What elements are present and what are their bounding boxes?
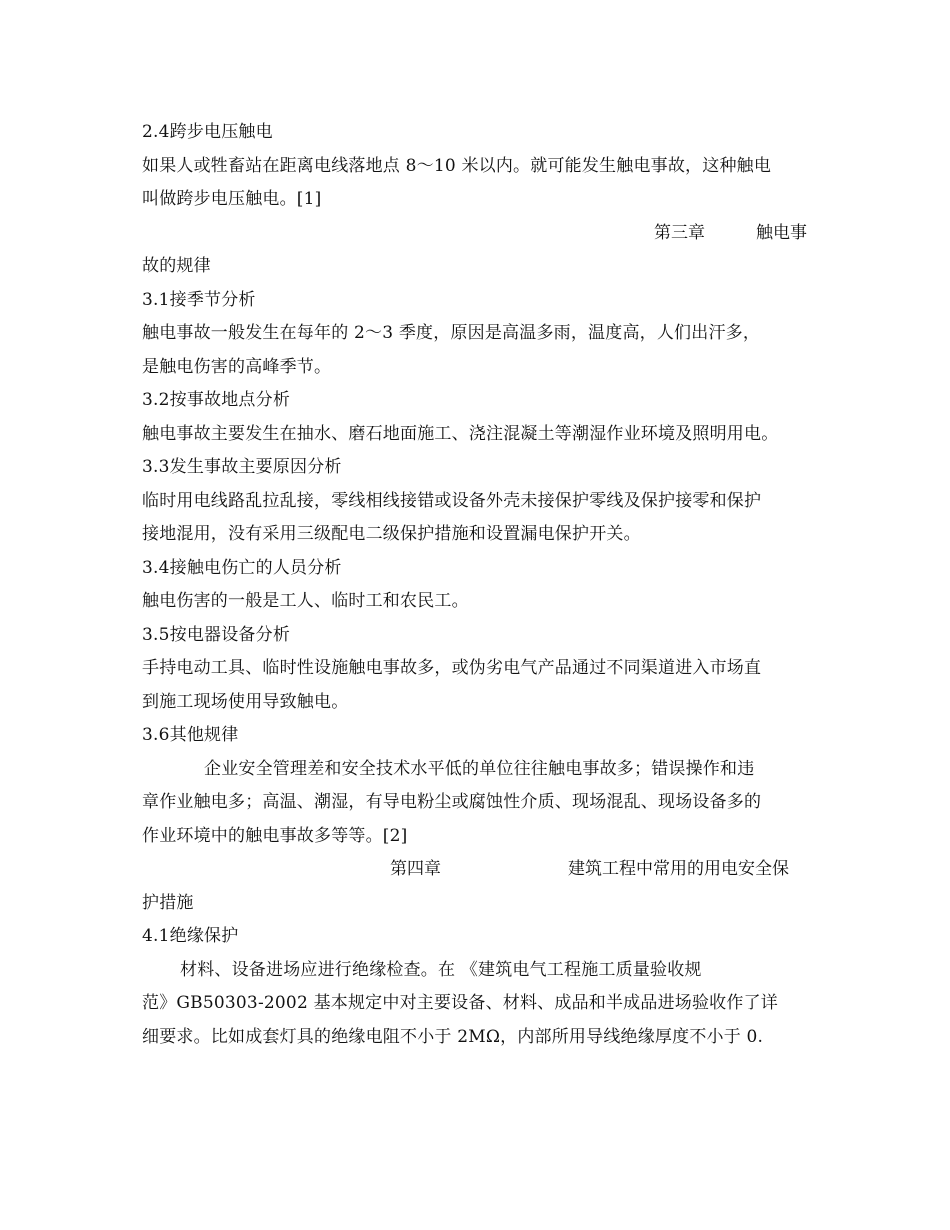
chapter-4-title-continued: 护措施 [142, 892, 194, 913]
chapter-4-heading [142, 853, 818, 887]
document-page [142, 116, 818, 1054]
paragraph-line: 范》GB50303-2002 基本规定中对主要设备、材料、成品和半成品进场验收作了详 [142, 993, 778, 1013]
section-heading-2-4: 2.4跨步电压触电 [142, 122, 273, 142]
chapter-3-number: 第三章 [654, 222, 705, 243]
paragraph-line: 如果人或牲畜站在距离电线落地点 8～10 米以内。就可能发生触电事故，这种触电 [142, 155, 772, 176]
paragraph-line: 触电伤害的一般是工人、临时工和农民工。 [142, 591, 469, 611]
paragraph-line: 叫做跨步电压触电。[1] [142, 189, 322, 209]
paragraph-line: 章作业触电多；高温、潮湿，有导电粉尘或腐蚀性介质、现场混乱、现场设备多的 [142, 792, 762, 812]
section-heading-3-6: 3.6其他规律 [142, 725, 239, 745]
paragraph-line: 触电事故主要发生在抽水、磨石地面施工、浇注混凝土等潮湿作业环境及照明用电。 [142, 423, 779, 444]
section-heading-4-1: 4.1绝缘保护 [142, 926, 239, 946]
paragraph-line: 接地混用，没有采用三级配电二级保护措施和设置漏电保护开关。 [142, 524, 641, 544]
chapter-4-number: 第四章 [390, 859, 441, 879]
section-heading-3-4: 3.4接触电伤亡的人员分析 [142, 557, 342, 578]
chapter-3-title: 触电事 [756, 222, 807, 243]
chapter-4-title: 建筑工程中常用的用电安全保 [568, 859, 789, 879]
paragraph-line: 作业环境中的触电事故多等等。[2] [142, 825, 408, 846]
section-heading-3-5: 3.5按电器设备分析 [142, 624, 291, 645]
paragraph-line: 是触电伤害的高峰季节。 [142, 356, 332, 377]
paragraph-line: 临时用电线路乱拉乱接，零线相线接错或设备外壳未接保护零线及保护接零和保护 [142, 490, 762, 511]
section-heading-3-2: 3.2按事故地点分析 [142, 390, 291, 410]
paragraph-line: 到施工现场使用导致触电。 [142, 691, 349, 712]
paragraph-line: 手持电动工具、临时性设施触电事故多，或伪劣电气产品通过不同渠道进入市场直 [142, 658, 762, 678]
section-heading-3-1: 3.1接季节分析 [142, 289, 256, 310]
paragraph-line: 触电事故一般发生在每年的 2～3 季度，原因是高温多雨，温度高，人们出汗多， [142, 323, 761, 343]
chapter-3-title-continued: 故的规律 [142, 256, 211, 276]
section-heading-3-3: 3.3发生事故主要原因分析 [142, 457, 342, 477]
chapter-3-heading [142, 217, 818, 251]
paragraph-line: 材料、设备进场应进行绝缘检查。在 《建筑电气工程施工质量验收规 [180, 959, 702, 980]
paragraph-line: 企业安全管理差和安全技术水平低的单位往往触电事故多；错误操作和违 [204, 758, 755, 779]
paragraph-line: 细要求。比如成套灯具的绝缘电阻不小于 2MΩ，内部所用导线绝缘厚度不小于 0. [142, 1026, 764, 1047]
